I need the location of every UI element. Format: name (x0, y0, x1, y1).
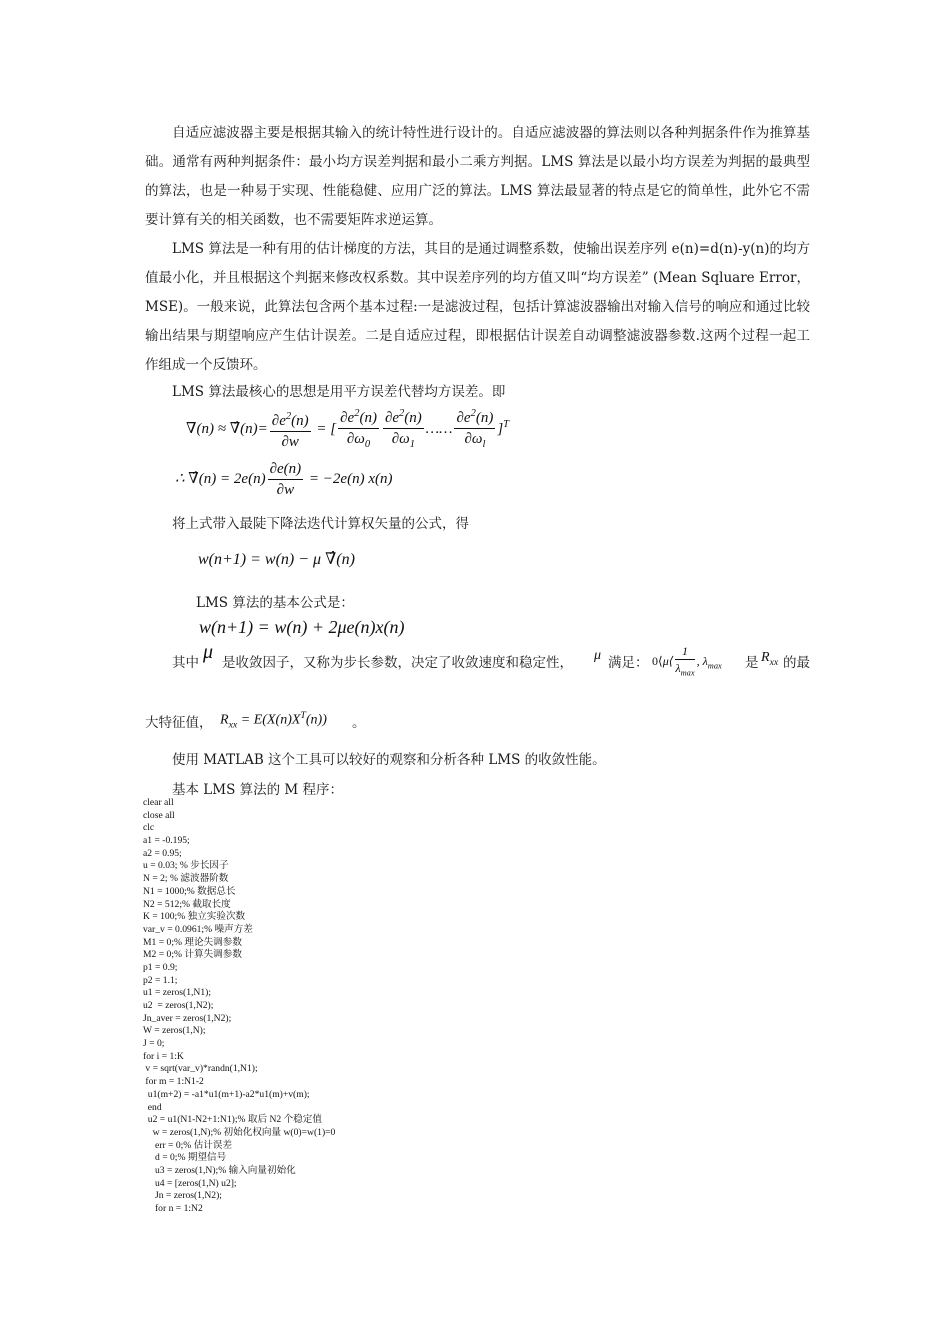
paragraph-intro: 自适应滤波器主要是根据其输入的统计特性进行设计的。自适应滤波器的算法则以各种判据条件作为推算基础。通常有两种判据条件：最小均方误差判据和最小二乘方判据。LMS 算法是以最小均方误差为判据的最典型的算法，也是一种易于实现、性能稳健、应用广泛的算法。LMS 算法最显著的特点是它的简单性，此外它不需要计算有关的相关函数，也不需要矩阵求逆运算。 (145, 125, 810, 228)
paragraph-lms-description: LMS 算法是一种有用的估计梯度的方法，其目的是通过调整系数，使输出误差序列 e(n)=d(n)-y(n)的均方值最小化，并且根据这个判据来修改权系数。其中误差序列的均方值又叫“均方误差” (Mean Sqluare Error，MSE)。一般来说，此算法包含两个基本过程:一是滤波过程，包括计算滤波器输出对输入信号的响应和通过比较输出结果与期望响应产生估计误差。二是自适应过程，即根据估计误差自动调整滤波器参数.这两个过程一起工作组成一个反馈环。 (145, 241, 810, 373)
code-line: J = 0; (143, 1038, 165, 1050)
equation-lms-update: w(n+1) = w(n) + 2μe(n)x(n) (199, 617, 405, 637)
paragraph-core-idea: LMS 算法最核心的思想是用平方误差代替均方误差。即 (172, 384, 506, 400)
code-line: var_v = 0.0961;% 噪声方差 (143, 923, 253, 935)
equation-gradient-result: ∴ ∇̂(n) = 2e(n) $\frac{\partial e(n)}{\partial w}$ = −2e(n) x(n) (175, 461, 393, 498)
code-line: w = zeros(1,N);% 初始化权向量 w(0)=w(1)=0 (143, 1126, 336, 1138)
code-line: a1 = -0.195; (143, 835, 190, 847)
code-line: W = zeros(1,N); (143, 1025, 206, 1037)
text-is: 是 (745, 655, 759, 671)
code-line: p1 = 0.9; (143, 961, 178, 973)
text-program-title: 基本 LMS 算法的 M 程序： (172, 782, 344, 798)
code-line: v = sqrt(var_v)*randn(1,N1); (143, 1063, 258, 1075)
text-mu-desc: 是收敛因子，又称为步长参数，决定了收敛速度和稳定性， (222, 655, 573, 671)
code-line: u = 0.03; % 步长因子 (143, 860, 229, 872)
code-line: u4 = [zeros(1,N) u2]; (143, 1177, 237, 1189)
symbol-mu-small: μ (594, 648, 602, 663)
symbol-mu: μ (203, 641, 214, 663)
text-basic-formula-label: LMS 算法的基本公式是： (196, 595, 354, 611)
code-line: for m = 1:N1-2 (143, 1076, 204, 1088)
code-line: clear all (143, 797, 174, 808)
code-line: N2 = 512;% 截取长度 (143, 898, 231, 910)
text-period: 。 (352, 715, 366, 731)
code-line: for i = 1:K (143, 1050, 184, 1062)
code-block (143, 797, 643, 1216)
code-line: Jn_aver = zeros(1,N2); (143, 1012, 232, 1024)
code-line: end (143, 1101, 162, 1113)
code-line: a2 = 0.95; (143, 847, 182, 859)
code-line: Jn = zeros(1,N2); (143, 1190, 222, 1202)
text-mu-prefix: 其中 (172, 655, 199, 671)
code-line: d = 0;% 期望信号 (143, 1152, 227, 1164)
equation-mu-range: 0⟨μ⟨ $\frac{1}{\lambda_{max}}$ , $\lambda_{max}$ (652, 644, 722, 678)
text-max: 的最 (783, 655, 810, 671)
code-line: close all (143, 809, 175, 821)
code-line: u1(m+2) = -a1*u1(m+1)-a2*u1(m)+v(m); (143, 1088, 310, 1100)
equation-steepest-descent: w(n+1) = w(n) − μ ∇̂(n) (198, 551, 355, 568)
code-line: N = 2; % 滤波器阶数 (143, 873, 229, 885)
code-line: err = 0;% 估计误差 (143, 1139, 233, 1151)
code-line: for n = 1:N2 (143, 1203, 203, 1214)
text-matlab: 使用 MATLAB 这个工具可以较好的观察和分析各种 LMS 的收敛性能。 (172, 752, 606, 768)
text-substitute: 将上式带入最陡下降法迭代计算权矢量的公式，得 (172, 516, 469, 532)
code-line: M1 = 0;% 理论失调参数 (143, 936, 242, 948)
code-line: u1 = zeros(1,N1); (143, 987, 212, 999)
equation-rxx: $R_{xx} = E(X(n)X^T(n))$ (220, 710, 327, 731)
text-mu-cond: 满足： (608, 655, 649, 671)
code-line: p2 = 1.1; (143, 974, 178, 986)
code-line: u2 = zeros(1,N2); (143, 1000, 214, 1011)
symbol-rxx: $R_{xx}$ (761, 650, 779, 668)
code-line: u3 = zeros(1,N);% 输入向量初始化 (143, 1164, 296, 1176)
code-line: N1 = 1000;% 数据总长 (143, 885, 236, 897)
code-line: K = 100;% 独立实验次数 (143, 911, 246, 923)
text-eig-label: 大特征值， (145, 715, 213, 731)
code-line: u2 = u1(N1-N2+1:N1);% 取后 N2 个稳定值 (143, 1114, 322, 1126)
code-line: M2 = 0;% 计算失调参数 (143, 949, 242, 961)
equation-gradient-estimate: ∇(n) ≈ ∇̂(n)= $\frac{\partial e^2(n)}{\partial w}$ = [ $\frac{\partial e^2(n)}{\partial\omega_0}$ $\frac{\partial e^2(n)}{\partial\omega_1}$ …… $\frac{\partial e^2(n)}{\partial\omega_l}$ ]$^T$ (186, 404, 509, 455)
code-line: clc (143, 822, 155, 834)
